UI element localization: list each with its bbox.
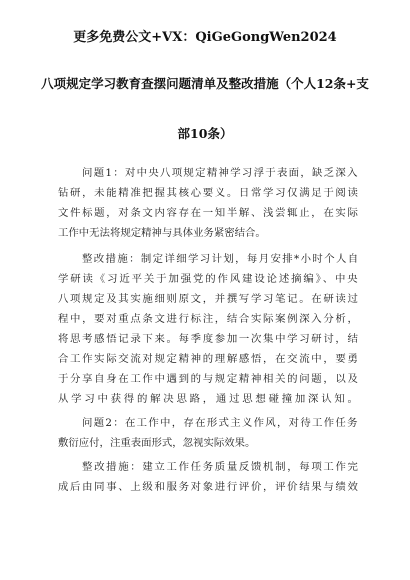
body-line: 问题1：对中央八项规定精神学习浮于表面，缺乏深入 bbox=[82, 167, 359, 179]
paragraph-problem-1 bbox=[58, 163, 358, 243]
body-line: 整改措施：建立工作任务质量反馈机制，每项工作完 bbox=[82, 461, 360, 473]
paragraph-measure-1 bbox=[58, 249, 361, 409]
body-line: 工作中无法将规定精神与具体业务紧密结合。 bbox=[58, 227, 266, 239]
body-line: 问题2：在工作中，存在形式主义作风，对待工作任务 bbox=[82, 417, 359, 429]
paragraph-measure-2 bbox=[58, 457, 358, 497]
page-header: 更多免费公文+VX：QiGeGongWen2024 bbox=[73, 30, 337, 45]
body-line: 整改措施：制定详细学习计划，每月安排*小时个人自 bbox=[82, 253, 360, 265]
body-line: 八项规定及其实施细则原文，并撰写学习笔记。在研读过 bbox=[58, 293, 360, 305]
body-line: 文件标题，对条文内容存在一知半解、浅尝辄止，在实际 bbox=[58, 207, 360, 219]
body-line: 合工作实际交流对规定精神的理解感悟，在交流中，要勇 bbox=[58, 353, 360, 365]
body-line: 成后由同事、上级和服务对象进行评价，评价结果与绩效 bbox=[58, 481, 360, 493]
document-title-line-2: 部10条） bbox=[177, 126, 233, 141]
body-line: 于分享自身在工作中遇到的与规定精神相关的问题，以及 bbox=[58, 373, 360, 385]
document-title-line-1: 八项规定学习教育查摆问题清单及整改措施（个人12条+支 bbox=[41, 76, 369, 91]
body-line: 程中，要对重点条文进行标注，结合实际案例深入分析， bbox=[58, 313, 360, 325]
body-line: 钻研，未能精准把握其核心要义。日常学习仅满足于阅读 bbox=[58, 187, 360, 199]
body-line: 学研读《习近平关于加强党的作风建设论述摘编》、中央 bbox=[58, 273, 360, 285]
paragraph-problem-2 bbox=[58, 413, 358, 453]
body-line: 敷衍应付，注重表面形式，忽视实际效果。 bbox=[58, 437, 256, 449]
document-body bbox=[58, 163, 361, 497]
body-line: 从学习中获得的解决思路，通过思想碰撞加深认知。 bbox=[58, 393, 361, 405]
body-line: 将思考感悟记录下来。每季度参加一次集中学习研讨，结 bbox=[58, 333, 360, 345]
